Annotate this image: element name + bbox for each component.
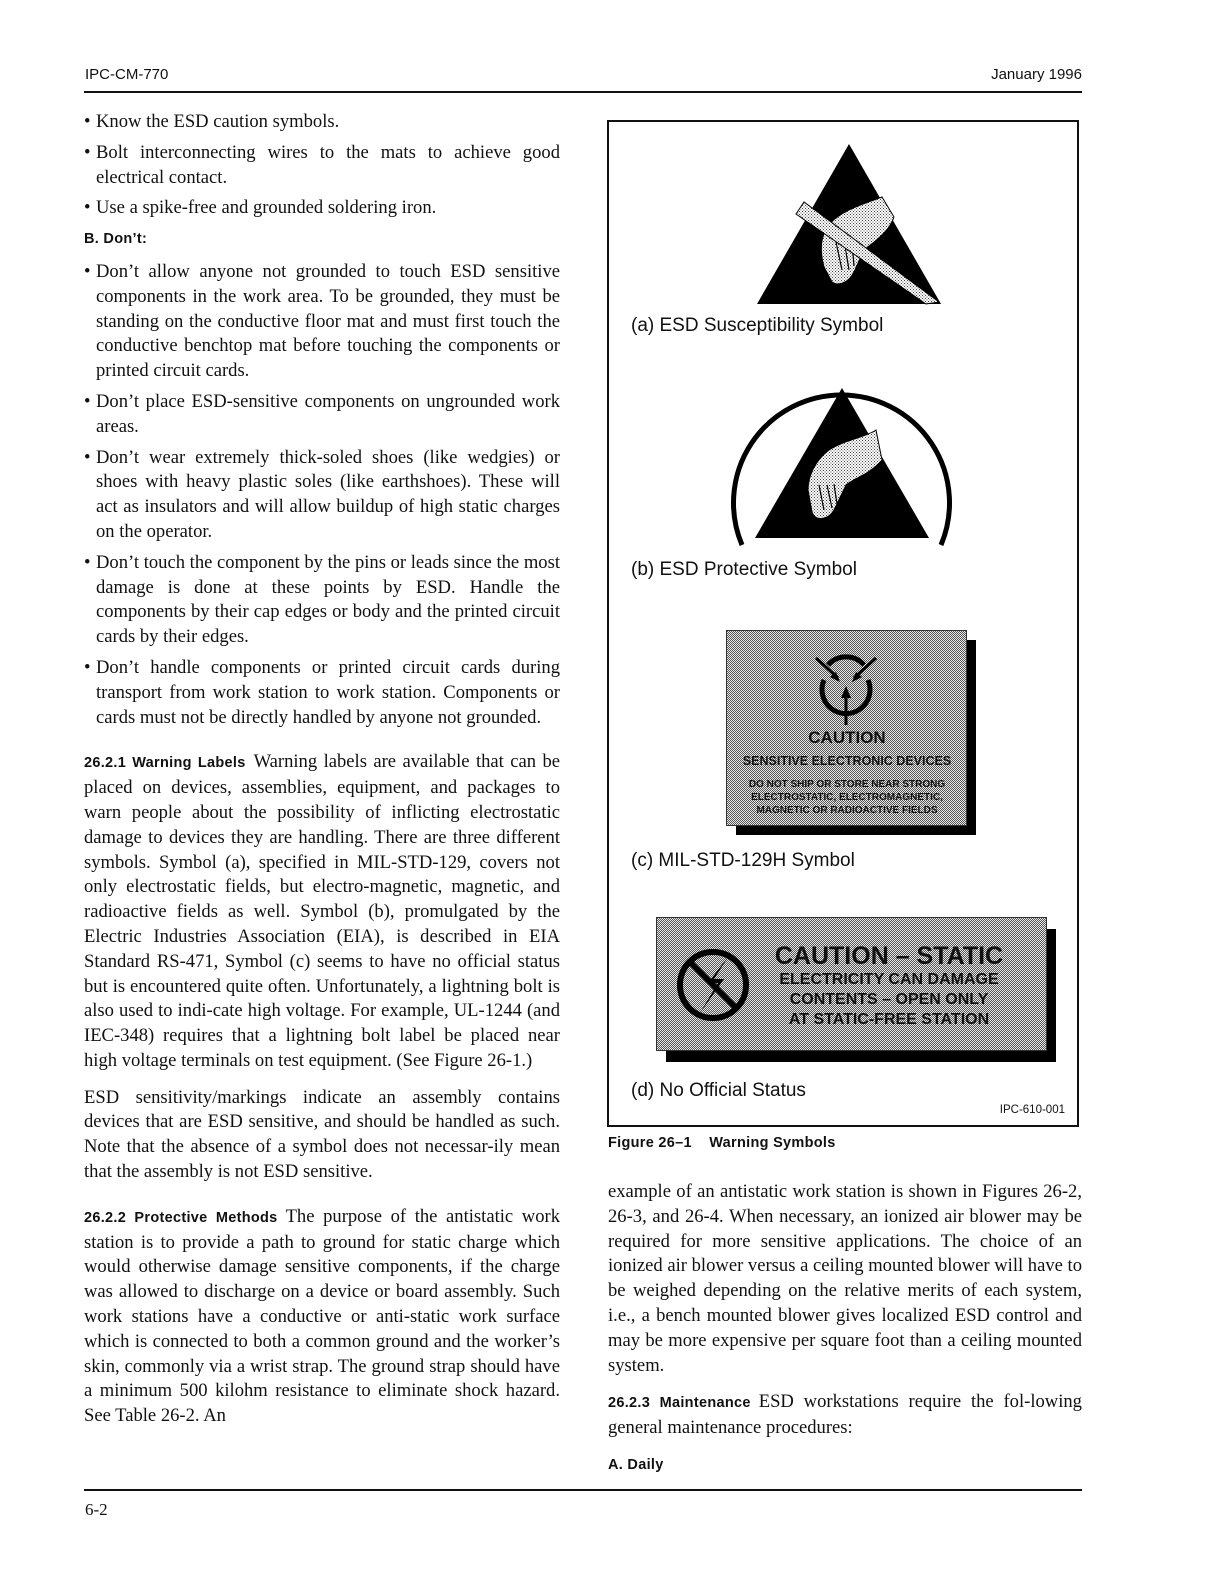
list-item: • Don’t touch the component by the pins or leads since the most damage is done at these points by ESD. Handle the components by their cap edges or body and the printed circuit cards by their edges. bbox=[84, 551, 560, 650]
sign-line: ELECTRICITY CAN DAMAGE bbox=[779, 971, 999, 988]
panel-a-label: (a) ESD Susceptibility Symbol bbox=[631, 315, 884, 336]
left-column bbox=[84, 110, 560, 1441]
continuation-paragraph: example of an antistatic work station is shown in Figures 26-2, 26-3, and 26-4. When necessary, an ionized air blower may be required for more sensitive applications. The choice of an ionized air blower versus a ceiling mounted blower will have to be weighed depending on the relative merits of each system, i.e., a bench mounted blower gives localized ESD control and may be more expensive per square foot than a ceiling mounted system. bbox=[608, 1181, 1083, 1376]
mil-std-129h-label-icon bbox=[726, 630, 976, 835]
do-list bbox=[84, 110, 560, 221]
sign-caution-text: CAUTION bbox=[808, 728, 886, 747]
list-item: • Bolt interconnecting wires to the mats to achieve good electrical contact. bbox=[84, 141, 560, 191]
section-heading: 26.2.2 Protective Methods bbox=[84, 1209, 278, 1226]
dont-heading: B. Don’t: bbox=[84, 231, 148, 248]
list-item: • Know the ESD caution symbols. bbox=[84, 110, 560, 135]
panel-b-label: (b) ESD Protective Symbol bbox=[631, 559, 857, 580]
panel-c-label: (c) MIL-STD-129H Symbol bbox=[631, 850, 855, 871]
dont-list bbox=[84, 260, 560, 730]
header-rule bbox=[84, 91, 1082, 93]
footer-rule bbox=[84, 1489, 1082, 1491]
section-heading: 26.2.3 Maintenance bbox=[608, 1395, 751, 1412]
sensitivity-paragraph: ESD sensitivity/markings indicate an assembly contains devices that are ESD sensitive, and should be handled as such. Note that the absence of a symbol does not necessar-ily mean that the assembly is not ESD sensitive. bbox=[84, 1086, 560, 1183]
esd-protective-symbol-icon bbox=[724, 380, 959, 550]
list-item: • Don’t handle components or printed circuit cards during transport from work station to work station. Components or cards must not be directly handled by anyone not grounded. bbox=[84, 656, 560, 730]
section-text: Warning labels are available that can be placed on devices, assemblies, equipment, and packages to warn people about the possibility of inflicting electrostatic damage to devices they are handling. There are three different symbols. Symbol (a), specified in MIL-STD-129, covers not only electrostatic fields, but electro-magnetic, magnetic, and radioactive fields as well. Symbol (b), promulgated by the Electric Industries Association (EIA), is described in EIA Standard RS-471, Symbol (c) seems to have no official status but is encountered quite often. Unfortunately, a lightning bolt is also used to indi-cate high voltage. For example, UL-1244 (and IEC-348) requires that a lightning bolt label be placed near high voltage terminals on test equipment. (See Figure 26-1.) bbox=[84, 751, 561, 1071]
esd-susceptibility-symbol-icon bbox=[754, 142, 944, 307]
caution-static-label-icon bbox=[656, 917, 1056, 1062]
figure-caption: Figure 26–1 Warning Symbols bbox=[608, 1135, 836, 1151]
list-item: • Use a spike-free and grounded soldering iron. bbox=[84, 196, 560, 221]
panel-d-label: (d) No Official Status bbox=[631, 1080, 806, 1101]
section-2623 bbox=[608, 1390, 1082, 1441]
page-number: 6-2 bbox=[85, 1500, 108, 1519]
section-text: The purpose of the antistatic work station is to provide a path to ground for static charge which would otherwise damage sensitive components, if the charge was allowed to discharge on a device or board assembly. Such work stations have a conductive or anti-static work surface which is connected to both a common ground and the worker’s skin, commonly via a wrist strap. The ground strap should have a minimum 500 kilohm resistance to eliminate shock hazard. See Table 26-2. An bbox=[84, 1205, 561, 1427]
sign-line: AT STATIC-FREE STATION bbox=[788, 1011, 990, 1028]
right-column bbox=[608, 1180, 1082, 1486]
section-2621 bbox=[84, 750, 560, 1073]
list-item: • Don’t place ESD-sensitive components on ungrounded work areas. bbox=[84, 390, 560, 440]
sign-line: CONTENTS – OPEN ONLY bbox=[789, 991, 989, 1008]
section-heading: 26.2.1 Warning Labels bbox=[84, 755, 246, 772]
figure-26-1 bbox=[607, 120, 1079, 1127]
list-item: • Don’t allow anyone not grounded to touch ESD sensitive components in the work area. To be grounded, they must be standing on the conductive floor mat and must first touch the conductive benchtop mat before touching the components or printed circuit cards. bbox=[84, 260, 560, 384]
sign-line: DO NOT SHIP OR STORE NEAR STRONG bbox=[748, 779, 946, 790]
doc-date: January 1996 bbox=[991, 66, 1082, 83]
figure-id: IPC-610-001 bbox=[999, 1104, 1065, 1116]
section-text: ESD workstations require the fol-lowing general maintenance procedures: bbox=[608, 1391, 1082, 1439]
sign-line: ELECTROSTATIC, ELECTROMAGNETIC, bbox=[751, 792, 943, 803]
daily-heading: A. Daily bbox=[608, 1456, 664, 1473]
doc-id: IPC-CM-770 bbox=[85, 66, 169, 83]
section-2622 bbox=[84, 1205, 560, 1429]
sign-caution-static-text: CAUTION – STATIC bbox=[774, 942, 1004, 970]
sign-line: MAGNETIC OR RADIOACTIVE FIELDS bbox=[756, 805, 938, 816]
list-item: • Don’t wear extremely thick-soled shoes (like wedgies) or shoes with heavy plastic soles (like earthshoes). These will act as insulators and will allow buildup of high static charges on the operator. bbox=[84, 446, 560, 545]
sign-line: SENSITIVE ELECTRONIC DEVICES bbox=[742, 754, 952, 768]
